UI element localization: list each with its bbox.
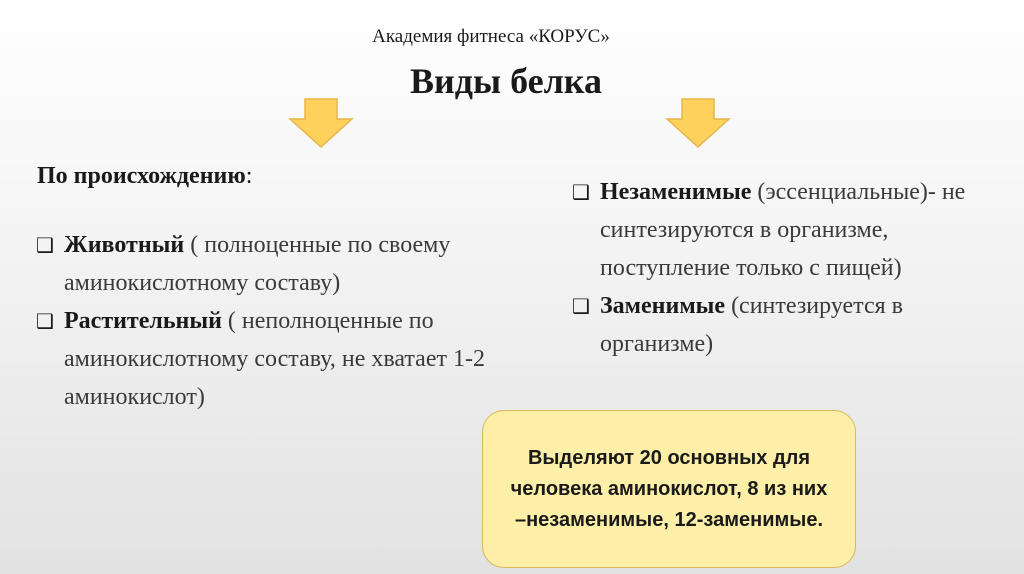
list-item (572, 287, 992, 363)
origin-heading (37, 163, 252, 190)
list-item (572, 173, 992, 287)
amino-acids-note-box (482, 410, 856, 568)
protein-type-description: ( неполноценные по аминокислотному составу, не хватает 1-2 аминокислот) (64, 308, 485, 410)
essentiality-list (572, 173, 992, 363)
origin-heading-label: По происхождению (37, 163, 246, 189)
origin-heading-colon: : (245, 163, 253, 189)
protein-type-term: Животный (64, 232, 185, 258)
amino-type-description: (синтезируется в организме) (600, 293, 903, 357)
down-arrow-right-icon (665, 97, 731, 149)
checkbox-bullet-icon: ❑ (36, 233, 54, 257)
amino-type-term: Незаменимые (600, 179, 752, 205)
amino-acids-note-text: Выделяют 20 основных для человека аминокислот, 8 из них –незаменимые, 12-заменимые. (510, 446, 828, 531)
amino-type-term: Заменимые (600, 293, 726, 319)
checkbox-bullet-icon: ❑ (36, 309, 54, 333)
academy-subtitle: Академия фитнеса «КОРУС» (372, 26, 610, 47)
slide-title: Виды белка (410, 61, 602, 101)
list-item (36, 302, 506, 416)
down-arrow-left-icon (288, 97, 354, 149)
checkbox-bullet-icon: ❑ (572, 294, 590, 318)
amino-type-description: (эссенциальные)- не синтезируются в организме, поступление только с пищей) (600, 179, 966, 281)
protein-type-description: ( полноценные по своему аминокислотному составу) (64, 232, 451, 296)
protein-type-term: Растительный (64, 308, 222, 334)
list-item (36, 226, 506, 302)
origin-list (36, 226, 506, 416)
checkbox-bullet-icon: ❑ (572, 180, 590, 204)
